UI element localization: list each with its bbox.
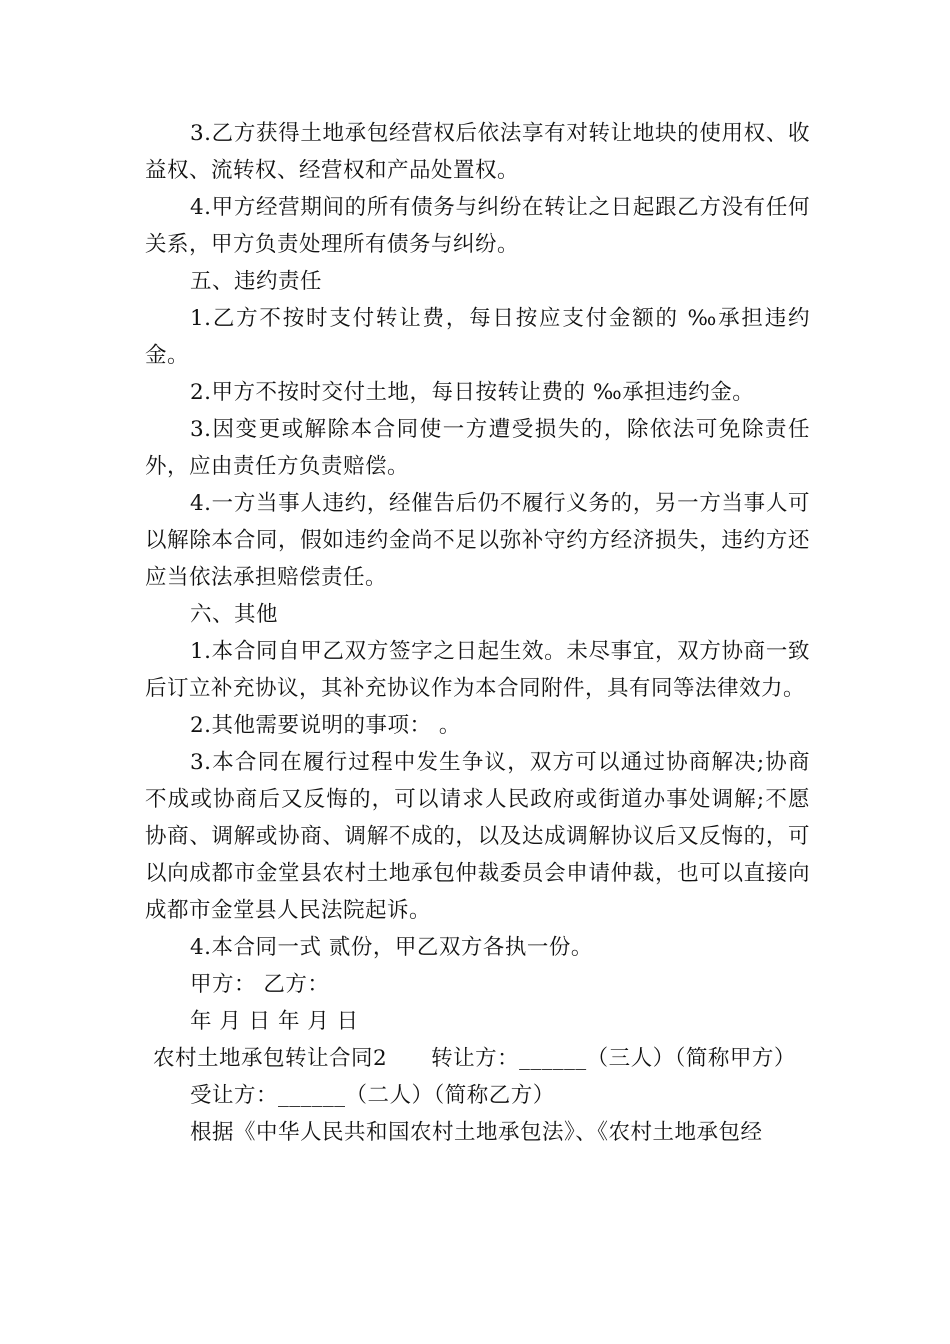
paragraph-other-1: 1.本合同自甲乙双方签字之日起生效。未尽事宜，双方协商一致后订立补充协议，其补充协议作为本合同附件，具有同等法律效力。 [145, 639, 810, 701]
paragraph-right-3: 3.乙方获得土地承包经营权后依法享有对转让地块的使用权、收益权、流转权、经营权和产品处置权。 [145, 121, 810, 183]
document-page [145, 115, 810, 1151]
section-heading-breach: 五、违约责任 [190, 269, 323, 294]
paragraph-breach-2: 2.甲方不按时交付土地，每日按转让费的 ‰承担违约金。 [190, 380, 755, 405]
paragraph-other-4: 4.本合同一式 贰份，甲乙双方各执一份。 [190, 935, 593, 960]
transferee-line: 受让方：______（二人）（简称乙方） [190, 1083, 555, 1108]
paragraph-breach-4: 4.一方当事人违约，经催告后仍不履行义务的，另一方当事人可以解除本合同，假如违约金尚不足以弥补守约方经济损失，违约方还应当依法承担赔偿责任。 [145, 491, 810, 590]
signature-dates: 年 月 日 年 月 日 [190, 1009, 359, 1034]
paragraph-breach-1: 1.乙方不按时支付转让费，每日按应支付金额的 ‰承担违约金。 [145, 306, 810, 368]
signature-parties: 甲方： 乙方： [190, 972, 330, 997]
paragraph-breach-3: 3.因变更或解除本合同使一方遭受损失的，除依法可免除责任外，应由责任方负责赔偿。 [145, 417, 810, 479]
paragraph-other-2: 2.其他需要说明的事项： 。 [190, 713, 461, 738]
section-heading-other: 六、其他 [190, 602, 279, 627]
paragraph-right-4: 4.甲方经营期间的所有债务与纠纷在转让之日起跟乙方没有任何关系，甲方负责处理所有债务与纠纷。 [145, 195, 810, 257]
legal-basis-paragraph: 根据《中华人民共和国农村土地承包法》、《农村土地承包经 [190, 1120, 763, 1145]
paragraph-other-3: 3.本合同在履行过程中发生争议，双方可以通过协商解决;协商不成或协商后又反悔的，可以请求人民政府或街道办事处调解;不愿协商、调解或协商、调解不成的，以及达成调解协议后又反悔的，可以向成都市金堂县农村土地承包仲裁委员会申请仲裁，也可以直接向成都市金堂县人民法院起诉。 [145, 750, 810, 923]
contract-2-title-transferor: 农村土地承包转让合同2 转让方：______（三人）（简称甲方） [153, 1046, 796, 1071]
